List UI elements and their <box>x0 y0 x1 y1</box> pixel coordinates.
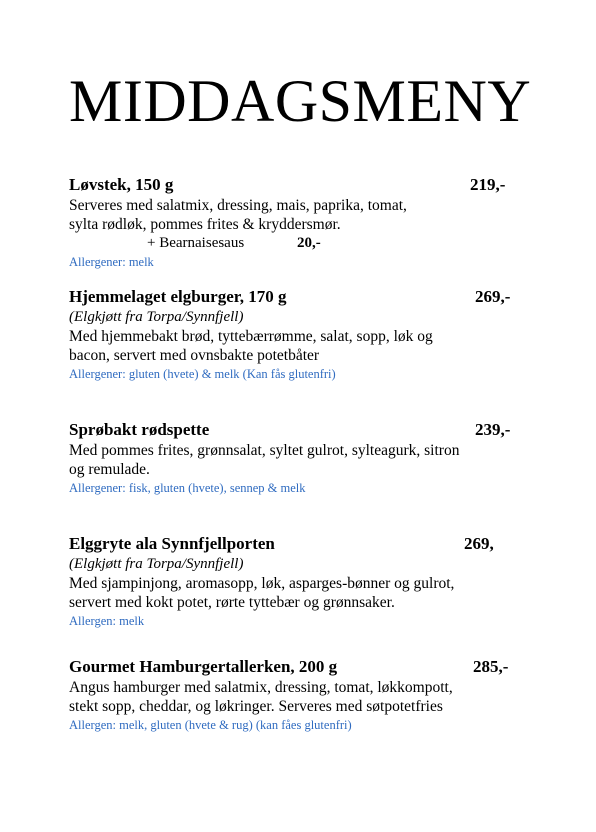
menu-item-header <box>69 286 549 308</box>
dish-description: Med sjampinjong, aromasopp, løk, asparges-bønner og gulrot, servert med kokt potet, rørte tyttebær og grønnsaker. <box>69 575 455 611</box>
allergen-info: Allergener: fisk, gluten (hvete), sennep & melk <box>69 481 306 495</box>
dish-description: Angus hamburger med salatmix, dressing, tomat, løkkompott, stekt sopp, cheddar, og løkringer. Serveres med søtpotetfries <box>69 679 453 715</box>
dish-name: Sprøbakt rødspette <box>69 420 210 439</box>
dish-price: 269,- <box>475 287 511 306</box>
menu-item-rodspette <box>69 419 549 497</box>
dish-price: 239,- <box>475 420 511 439</box>
allergen-info: Allergen: melk, gluten (hvete & rug) (kan fåes glutenfri) <box>69 718 352 732</box>
allergen-info: Allergen: melk <box>69 614 145 628</box>
dish-origin: (Elgkjøtt fra Torpa/Synnfjell) <box>69 556 244 572</box>
allergen-info: Allergener: melk <box>69 255 154 269</box>
menu-item-elggryte <box>69 533 549 630</box>
dish-price: 269, <box>464 534 494 553</box>
dish-name: Gourmet Hamburgertallerken, 200 g <box>69 657 338 676</box>
menu-item-elgburger <box>69 286 549 383</box>
menu-item-lovstek <box>69 174 549 271</box>
allergen-info: Allergener: gluten (hvete) & melk (Kan fås glutenfri) <box>69 367 336 381</box>
menu-item-hamburgertallerken <box>69 656 549 734</box>
menu-title: MIDDAGSMENY <box>69 68 532 134</box>
dish-price: 219,- <box>470 175 506 194</box>
extra-price: 20,- <box>297 235 321 251</box>
dish-name: Hjemmelaget elgburger, 170 g <box>69 287 287 306</box>
menu-item-header <box>69 656 549 678</box>
dish-description: Med pommes frites, grønnsalat, syltet gulrot, sylteagurk, sitron og remulade. <box>69 442 460 478</box>
dish-price: 285,- <box>473 657 509 676</box>
dish-description: Serveres med salatmix, dressing, mais, paprika, tomat, sylta rødløk, pommes frites & kryddersmør. <box>69 197 407 233</box>
dish-extra <box>69 234 549 253</box>
dish-name: Elggryte ala Synnfjellporten <box>69 534 275 553</box>
dish-description: Med hjemmebakt brød, tyttebærrømme, salat, sopp, løk og bacon, servert med ovnsbakte potetbåter <box>69 328 433 364</box>
extra-label: + Bearnaisesaus <box>147 235 245 251</box>
dish-name: Løvstek, 150 g <box>69 175 174 194</box>
menu-item-header <box>69 533 549 555</box>
menu-item-header <box>69 174 549 196</box>
menu-item-header <box>69 419 549 441</box>
dish-origin: (Elgkjøtt fra Torpa/Synnfjell) <box>69 309 244 325</box>
